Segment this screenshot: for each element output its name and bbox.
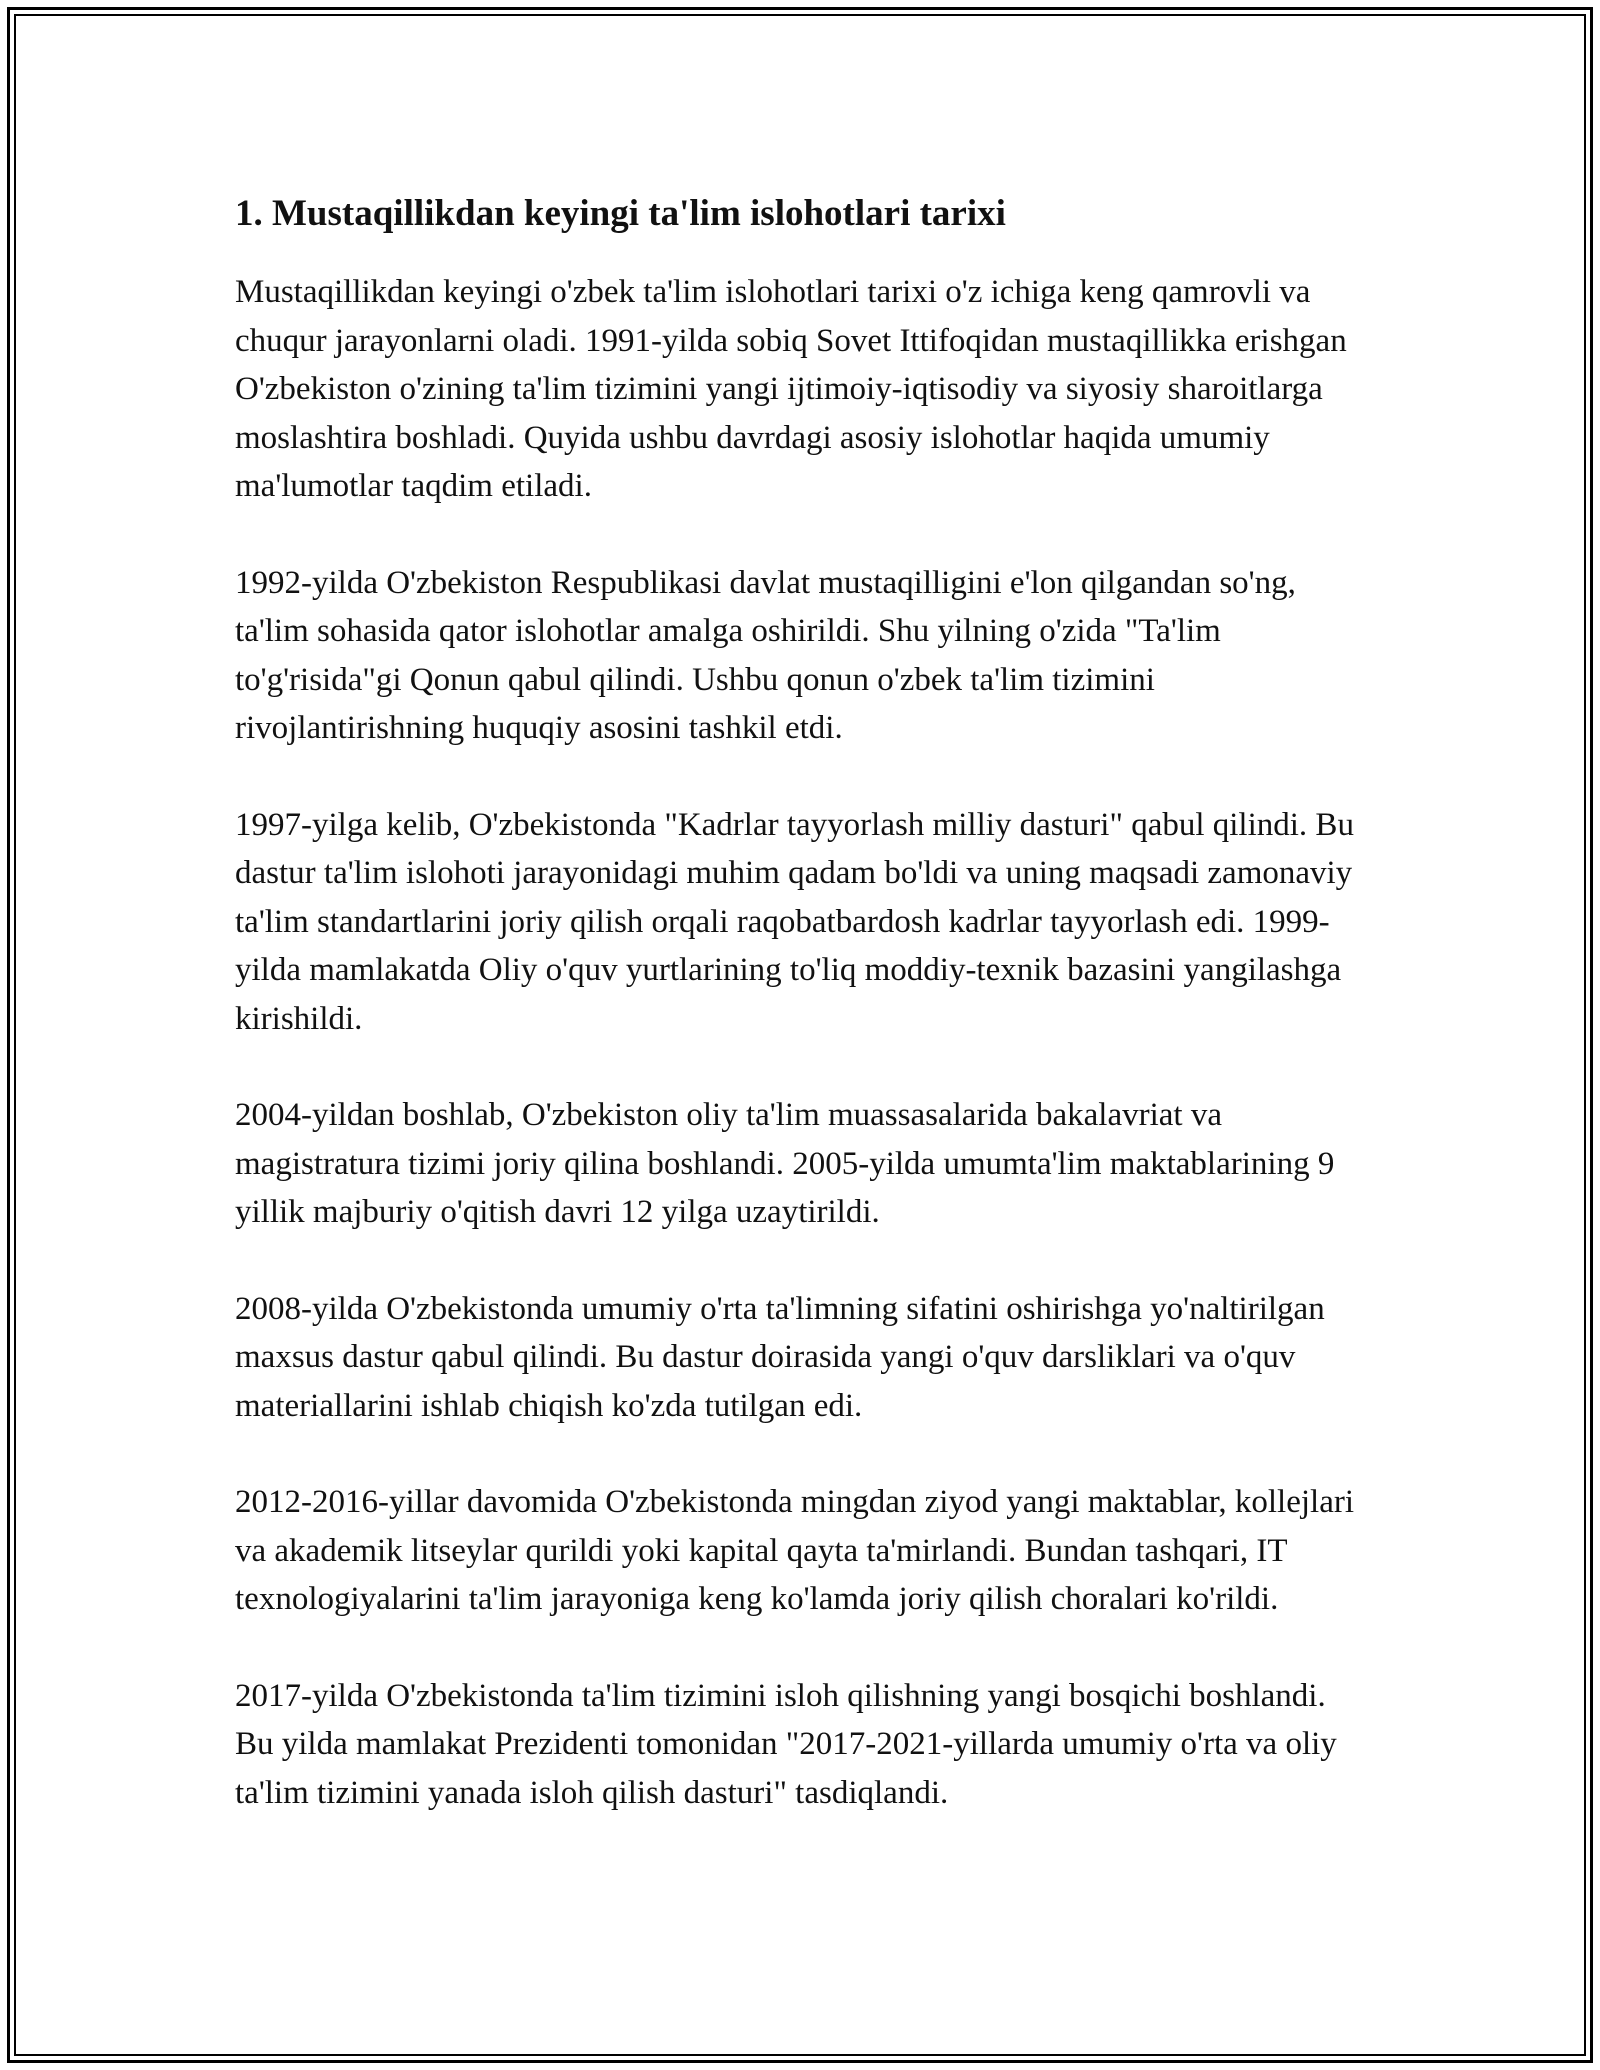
paragraph-1997: 1997-yilga kelib, O'zbekistonda "Kadrlar tayyorlash milliy dasturi" qabul qilindi. Bu dastur ta'lim islohoti jarayonidagi muhim qadam bo'ldi va uning maqsadi zamonaviy ta'lim standartlarini joriy qilish orqali raqobatbardosh kadrlar tayyorlash edi. 1999-yilda mamlakatda Oliy o'quv yurtlarining to'liq moddiy-texnik bazasini yangilashga kirishildi. (235, 806, 1354, 1037)
paragraph-2012-2016: 2012-2016-yillar davomida O'zbekistonda mingdan ziyod yangi maktablar, kollejlari va akademik litseylar qurildi yoki kapital qayta ta'mirlandi. Bundan tashqari, IT texnologiyalarini ta'lim jarayoniga keng ko'lamda joriy qilish choralari ko'rildi. (235, 1484, 1355, 1617)
paragraph-2004: 2004-yildan boshlab, O'zbekiston oliy ta'lim muassasalarida bakalavriat va magistratura tizimi joriy qilina boshlandi. 2005-yilda umumta'lim maktablarining 9 yillik majburiy o'qitish davri 12 yilga uzaytirildi. (235, 1097, 1335, 1230)
document-body (235, 186, 1365, 1865)
section-heading: 1. Mustaqillikdan keyingi ta'lim islohotlari tarixi (235, 193, 1006, 234)
paragraph-1992: 1992-yilda O'zbekiston Respublikasi davlat mustaqilligini e'lon qilgandan so'ng, ta'lim sohasida qator islohotlar amalga oshirildi. Shu yilning o'zida "Ta'lim to'g'risida"gi Qonun qabul qilindi. Ushbu qonun o'zbek ta'lim tizimini rivojlantirishning huquqiy asosini tashkil etdi. (235, 564, 1296, 746)
paragraph-2008: 2008-yilda O'zbekistonda umumiy o'rta ta'limning sifatini oshirishga yo'naltirilgan maxsus dastur qabul qilindi. Bu dastur doirasida yangi o'quv darsliklari va o'quv materiallarini ishlab chiqish ko'zda tutilgan edi. (235, 1290, 1325, 1424)
paragraph-2017: 2017-yilda O'zbekistonda ta'lim tizimini isloh qilishning yangi bosqichi boshlandi. Bu yilda mamlakat Prezidenti tomonidan "2017-2021-yillarda umumiy o'rta va oliy ta'lim tizimini yanada isloh qilish dasturi" tasdiqlandi. (235, 1677, 1337, 1811)
paragraph-intro: Mustaqillikdan keyingi o'zbek ta'lim islohotlari tarixi o'z ichiga keng qamrovli va chuqur jarayonlarni oladi. 1991-yilda sobiq Sovet Ittifoqidan mustaqillikka erishgan O'zbekiston o'zining ta'lim tizimini yangi ijtimoiy-iqtisodiy va siyosiy sharoitlarga moslashtira boshladi. Quyida ushbu davrdagi asosiy islohotlar haqida umumiy ma'lumotlar taqdim etiladi. (235, 274, 1347, 504)
